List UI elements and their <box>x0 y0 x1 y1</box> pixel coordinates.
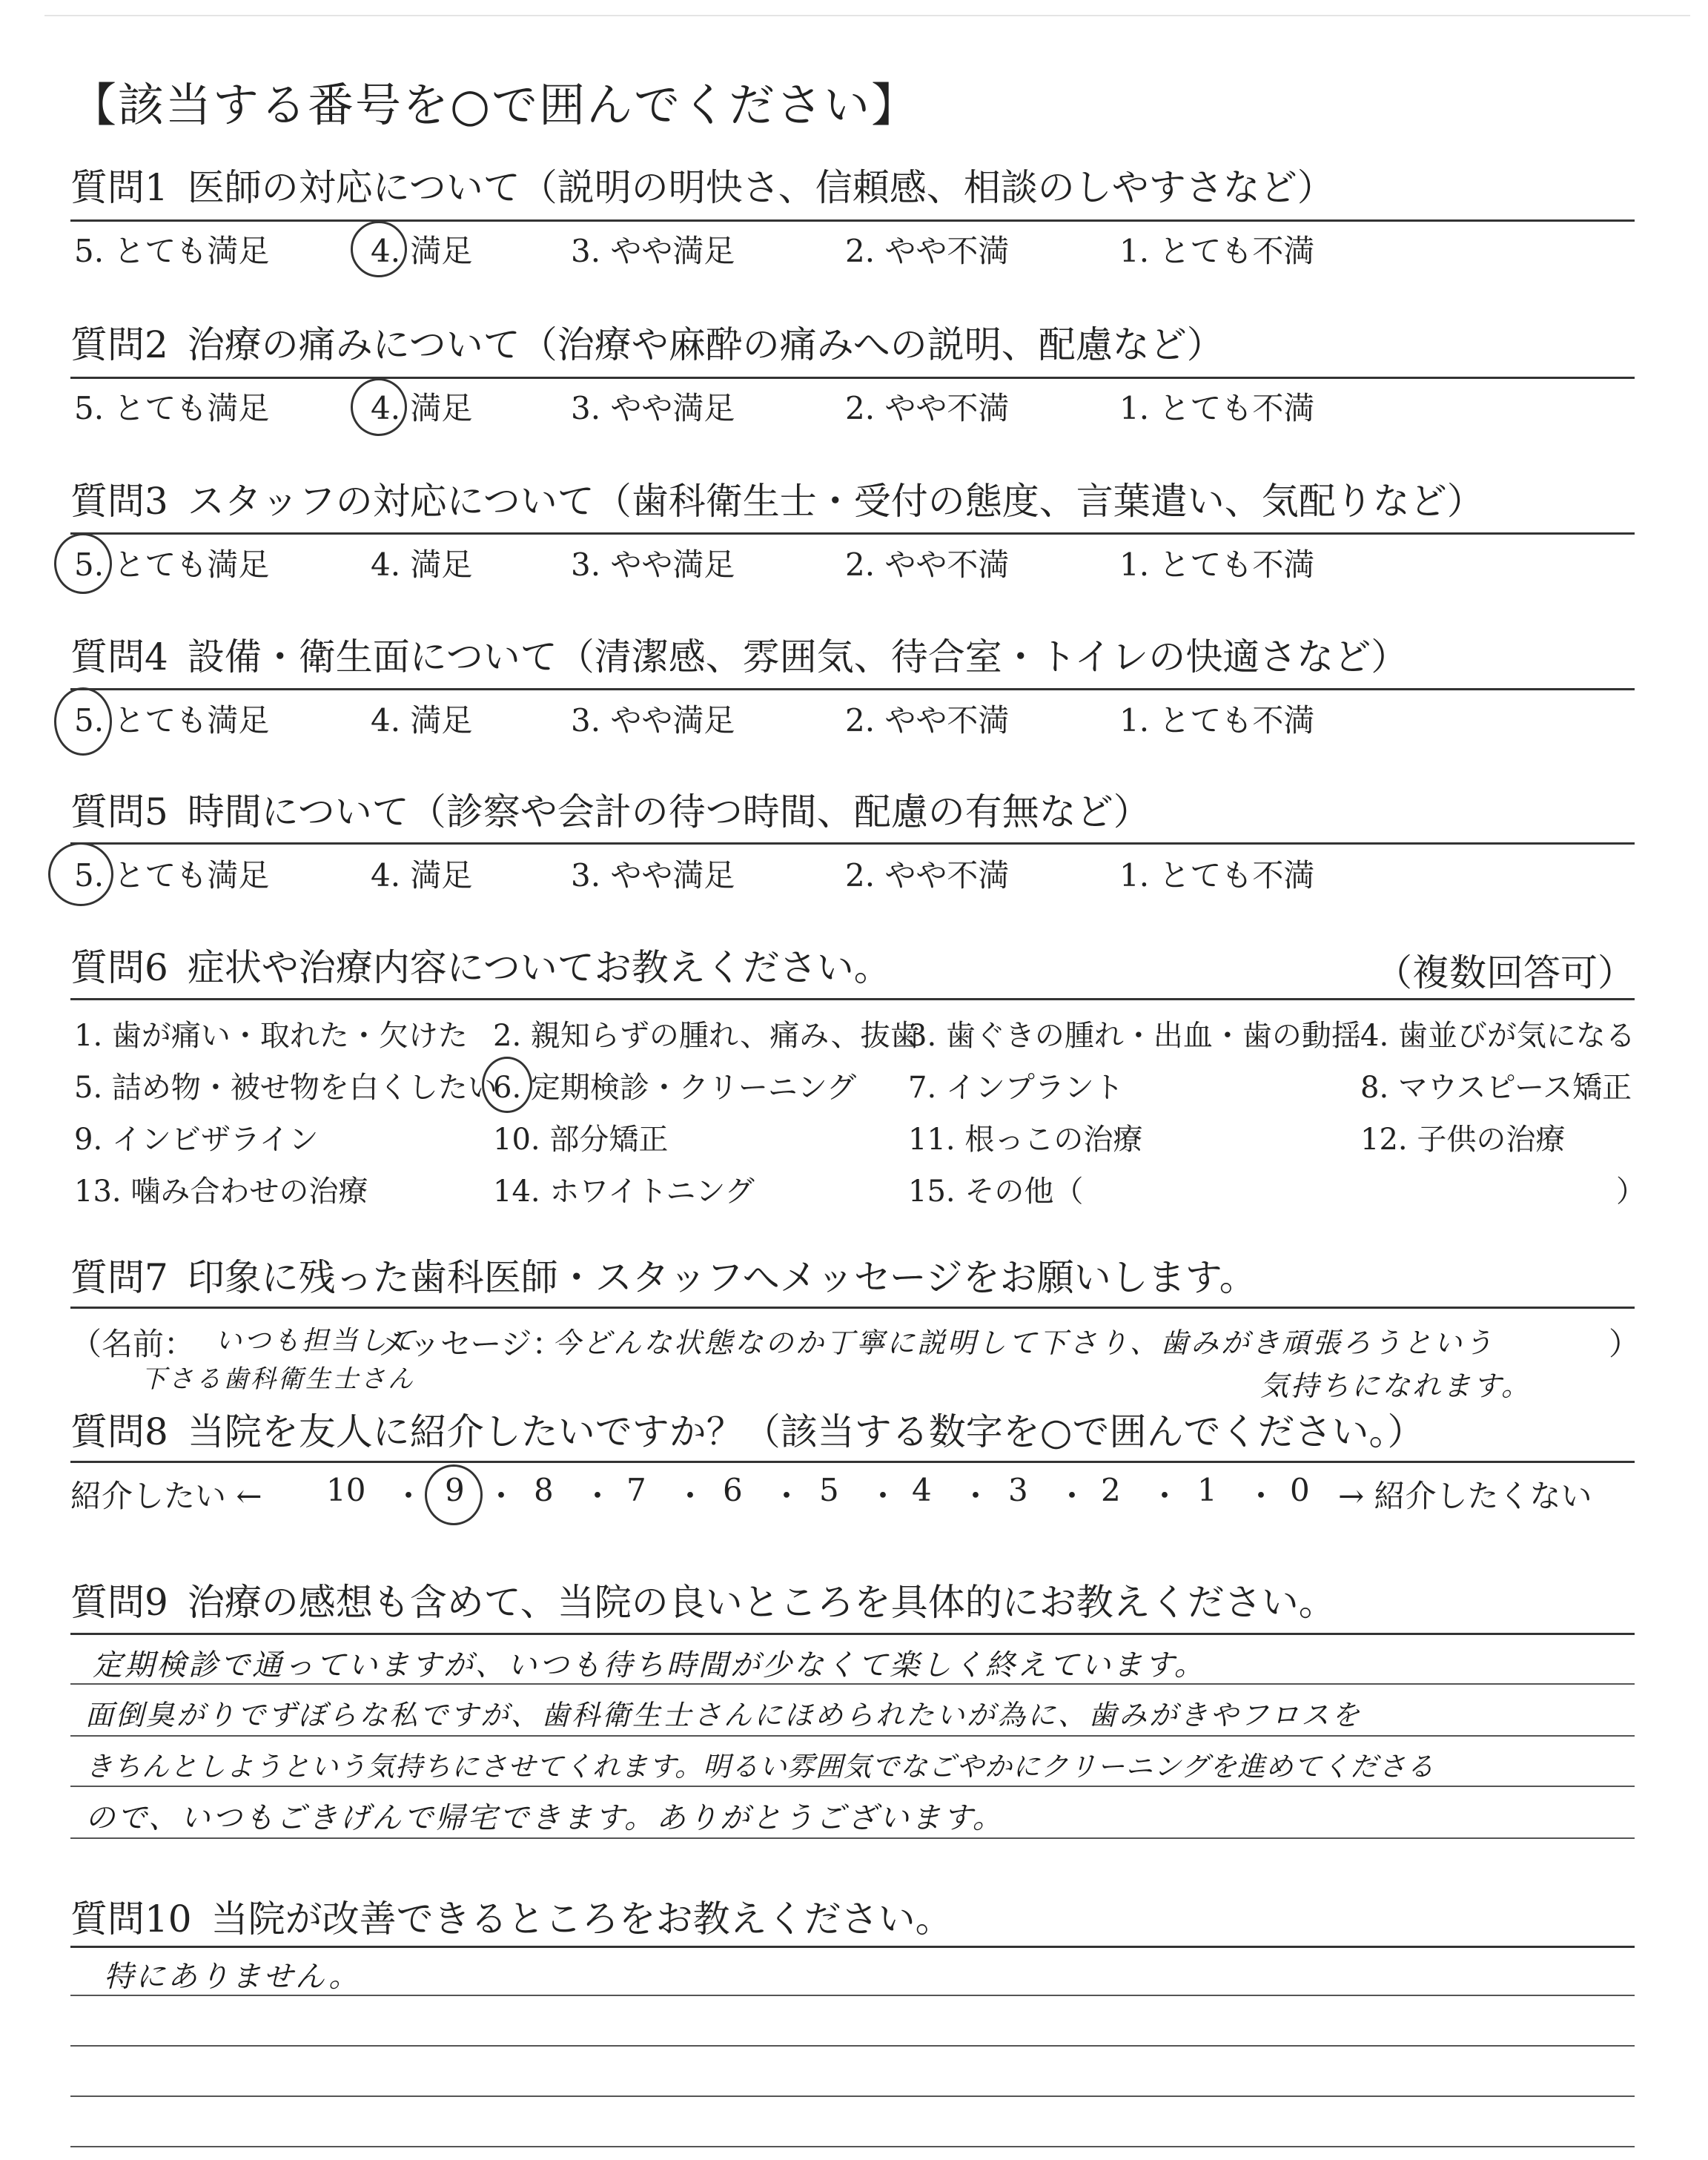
question-9-number: 質問9 <box>70 1581 168 1624</box>
scale-7[interactable]: 7 <box>626 1472 646 1508</box>
rule <box>70 377 1635 379</box>
symptom-option-6[interactable]: 6. 定期検診・クリーニング <box>493 1071 857 1105</box>
question-1 <box>70 163 1635 269</box>
question-2 <box>70 320 1635 426</box>
name-value[interactable]: いつも担当して <box>215 1326 418 1356</box>
symptom-option-14[interactable]: 14. ホワイトニング <box>493 1175 755 1209</box>
message-close-paren: ） <box>1609 1326 1641 1362</box>
rule <box>70 1995 1635 1996</box>
name-value-line2[interactable]: 下さる歯科衛生士さん <box>141 1364 415 1394</box>
option-3[interactable]: 3. やや満足 <box>571 233 735 269</box>
question-6-number: 質問6 <box>70 946 168 989</box>
message-label: メッセージ： <box>378 1326 563 1362</box>
rule <box>70 219 1635 222</box>
selection-circle <box>48 842 113 906</box>
question-1-number: 質問1 <box>70 166 168 209</box>
option-4[interactable]: 4. 満足 <box>371 702 473 739</box>
question-5 <box>70 787 1635 894</box>
question-10-text: 当院が改善できるところをお教えください。 <box>211 1898 953 1941</box>
symptom-option-9[interactable]: 9. インビザライン <box>74 1123 319 1157</box>
scale-dot: ・ <box>582 1478 614 1514</box>
question-2-title <box>70 320 1635 369</box>
option-2[interactable]: 2. やや不満 <box>845 857 1010 894</box>
option-1[interactable]: 1. とても不満 <box>1119 233 1315 269</box>
message-value-line2[interactable]: 気持ちになれます。 <box>1260 1370 1532 1402</box>
scale-dot: ・ <box>867 1478 899 1514</box>
scale-2[interactable]: 2 <box>1101 1472 1121 1508</box>
rule <box>70 1735 1635 1737</box>
symptom-option-5[interactable]: 5. 詰め物・被せ物を白くしたい <box>74 1071 497 1105</box>
rule <box>70 688 1635 690</box>
rule <box>70 532 1635 535</box>
question-7-title <box>70 1253 1635 1302</box>
question-10 <box>70 1895 1635 1943</box>
scale-8[interactable]: 8 <box>534 1472 554 1508</box>
question-2-text: 治療の痛みについて（治療や麻酔の痛みへの説明、配慮など） <box>187 323 1224 366</box>
scale-6[interactable]: 6 <box>723 1472 743 1508</box>
symptom-option-10[interactable]: 10. 部分矯正 <box>493 1123 669 1157</box>
symptom-option-1[interactable]: 1. 歯が痛い・取れた・欠けた <box>74 1019 468 1053</box>
top-border <box>44 15 1690 16</box>
option-4[interactable]: 4. 満足 <box>371 233 473 269</box>
question-3-options <box>70 541 1635 582</box>
answer-line-4[interactable]: ので、いつもごきげんで帰宅できます。ありがとうございます。 <box>85 1801 1004 1835</box>
question-2-options <box>70 384 1635 426</box>
scale-dot: ・ <box>960 1478 992 1514</box>
question-1-text: 医師の対応について（説明の明快さ、信頼感、相談のしやすさなど） <box>187 166 1334 209</box>
question-8-title <box>70 1407 1635 1456</box>
selection-circle <box>425 1464 483 1525</box>
scale-dot: ・ <box>1149 1478 1181 1514</box>
form-title: 【該当する番号を○で囲んでください】 <box>70 78 919 132</box>
selection-circle <box>482 1057 532 1113</box>
other-close-paren: ） <box>1616 1175 1646 1209</box>
question-2-number: 質問2 <box>70 323 168 366</box>
rule <box>70 1786 1635 1787</box>
scale-right-label: → 紹介したくない <box>1338 1478 1592 1514</box>
question-10-title <box>70 1895 1635 1943</box>
question-7 <box>70 1253 1635 1302</box>
scale-4[interactable]: 4 <box>912 1472 932 1508</box>
multiple-answers-note: （複数回答可） <box>1375 951 1635 994</box>
option-1[interactable]: 1. とても不満 <box>1119 857 1315 894</box>
question-4-options <box>70 696 1635 738</box>
option-3[interactable]: 3. やや満足 <box>571 702 735 739</box>
selection-circle <box>351 378 407 436</box>
rule <box>70 1683 1635 1685</box>
question-1-options <box>70 227 1635 268</box>
rule <box>70 2095 1635 2097</box>
question-8-number: 質問8 <box>70 1410 168 1453</box>
symptom-option-12[interactable]: 12. 子供の治療 <box>1360 1123 1566 1157</box>
question-6-text: 症状や治療内容についてお教えください。 <box>187 946 891 989</box>
selection-circle <box>351 221 407 277</box>
question-5-number: 質問5 <box>70 790 168 833</box>
option-5[interactable]: 5. とても満足 <box>74 857 270 894</box>
scale-dot: ・ <box>1056 1478 1088 1514</box>
rule <box>70 1461 1635 1463</box>
option-3[interactable]: 3. やや満足 <box>571 390 735 426</box>
question-4 <box>70 633 1635 739</box>
scale-dot: ・ <box>771 1478 803 1514</box>
symptom-option-3[interactable]: 3. 歯ぐきの腫れ・出血・歯の動揺 <box>908 1019 1361 1053</box>
question-9-title <box>70 1578 1635 1627</box>
option-5[interactable]: 5. とても満足 <box>74 233 270 269</box>
option-1[interactable]: 1. とても不満 <box>1119 702 1315 739</box>
message-value[interactable]: 今どんな状態なのか丁寧に説明して下さり、歯みがき頑張ろうという <box>552 1327 1495 1359</box>
scale-5[interactable]: 5 <box>819 1472 839 1508</box>
question-7-text: 印象に残った歯科医師・スタッフへメッセージをお願いします。 <box>187 1256 1257 1299</box>
question-5-title <box>70 787 1635 836</box>
option-5[interactable]: 5. とても満足 <box>74 546 270 583</box>
scale-10[interactable]: 10 <box>326 1472 366 1508</box>
answer-line-2[interactable]: 面倒臭がりでずぼらな私ですが、歯科衛生士さんにほめられたいが為に、歯みがきやフロスを <box>85 1699 1363 1731</box>
option-2[interactable]: 2. やや不満 <box>845 546 1010 583</box>
scale-1[interactable]: 1 <box>1197 1472 1217 1508</box>
option-3[interactable]: 3. やや満足 <box>571 546 735 583</box>
option-2[interactable]: 2. やや不満 <box>845 390 1010 426</box>
name-label: （名前： <box>70 1326 196 1362</box>
option-4[interactable]: 4. 満足 <box>371 390 473 426</box>
rule <box>70 842 1635 845</box>
option-4[interactable]: 4. 満足 <box>371 546 473 583</box>
question-10-number: 質問10 <box>70 1898 192 1941</box>
scale-0[interactable]: 0 <box>1290 1472 1310 1508</box>
scale-dot: ・ <box>675 1478 706 1514</box>
scale-dot: ・ <box>393 1478 425 1514</box>
question-3-text: スタッフの対応について（歯科衛生士・受付の態度、言葉遣い、気配りなど） <box>187 480 1484 523</box>
rule <box>70 1307 1635 1309</box>
question-9 <box>70 1578 1635 1627</box>
symptom-option-2[interactable]: 2. 親知らずの腫れ、痛み、抜歯 <box>493 1019 920 1053</box>
scale-left-label: 紹介したい ← <box>70 1478 262 1514</box>
scale-dot: ・ <box>486 1478 517 1514</box>
symptom-option-11[interactable]: 11. 根っこの治療 <box>908 1123 1143 1157</box>
symptom-option-15[interactable]: 15. その他（ <box>908 1175 1084 1209</box>
symptom-option-8[interactable]: 8. マウスピース矯正 <box>1360 1071 1632 1105</box>
option-1[interactable]: 1. とても不満 <box>1119 390 1315 426</box>
scale-9[interactable]: 9 <box>445 1472 465 1508</box>
rule <box>70 998 1635 1000</box>
question-3-title <box>70 477 1635 526</box>
recommend-scale <box>70 1472 1635 1516</box>
option-4[interactable]: 4. 満足 <box>371 857 473 894</box>
symptom-option-7[interactable]: 7. インプラント <box>908 1071 1124 1105</box>
answer-line-1[interactable]: 定期検診で通っていますが、いつも待ち時間が少なくて楽しく終えています。 <box>93 1648 1206 1682</box>
question-6 <box>70 943 1635 992</box>
rule <box>70 1837 1635 1839</box>
question-8 <box>70 1407 1635 1456</box>
rule <box>70 2045 1635 2047</box>
answer-line-3[interactable]: きちんとしようという気持ちにさせてくれます。明るい雰囲気でなごやかにクリーニングを進めてくださる <box>85 1751 1435 1783</box>
symptom-option-4[interactable]: 4. 歯並びが気になる <box>1360 1019 1635 1053</box>
question-4-text: 設備・衛生面について（清潔感、雰囲気、待合室・トイレの快適さなど） <box>187 635 1409 678</box>
question-7-number: 質問7 <box>70 1256 168 1299</box>
option-2[interactable]: 2. やや不満 <box>845 233 1010 269</box>
rule <box>70 2146 1635 2147</box>
question-3 <box>70 477 1635 583</box>
symptom-option-13[interactable]: 13. 噛み合わせの治療 <box>74 1175 368 1209</box>
option-5[interactable]: 5. とても満足 <box>74 702 270 739</box>
question-5-options <box>70 851 1635 893</box>
question-3-number: 質問3 <box>70 480 168 523</box>
selection-circle <box>54 687 112 756</box>
question-1-title <box>70 163 1635 212</box>
improvement-answer[interactable]: 特にありません。 <box>104 1960 361 1994</box>
question-4-title <box>70 633 1635 681</box>
rule <box>70 1946 1635 1948</box>
option-2[interactable]: 2. やや不満 <box>845 702 1010 739</box>
option-5[interactable]: 5. とても満足 <box>74 390 270 426</box>
option-1[interactable]: 1. とても不満 <box>1119 546 1315 583</box>
question-5-text: 時間について（診察や会計の待つ時間、配慮の有無など） <box>187 790 1151 833</box>
rule <box>70 1633 1635 1635</box>
selection-circle <box>54 533 112 594</box>
option-3[interactable]: 3. やや満足 <box>571 857 735 894</box>
question-9-text: 治療の感想も含めて、当院の良いところを具体的にお教えください。 <box>187 1581 1336 1624</box>
question-8-text: 当院を友人に紹介したいですか？（該当する数字を○で囲んでください。） <box>187 1410 1425 1453</box>
scale-dot: ・ <box>1245 1478 1277 1514</box>
scale-3[interactable]: 3 <box>1008 1472 1028 1508</box>
question-4-number: 質問4 <box>70 635 168 678</box>
